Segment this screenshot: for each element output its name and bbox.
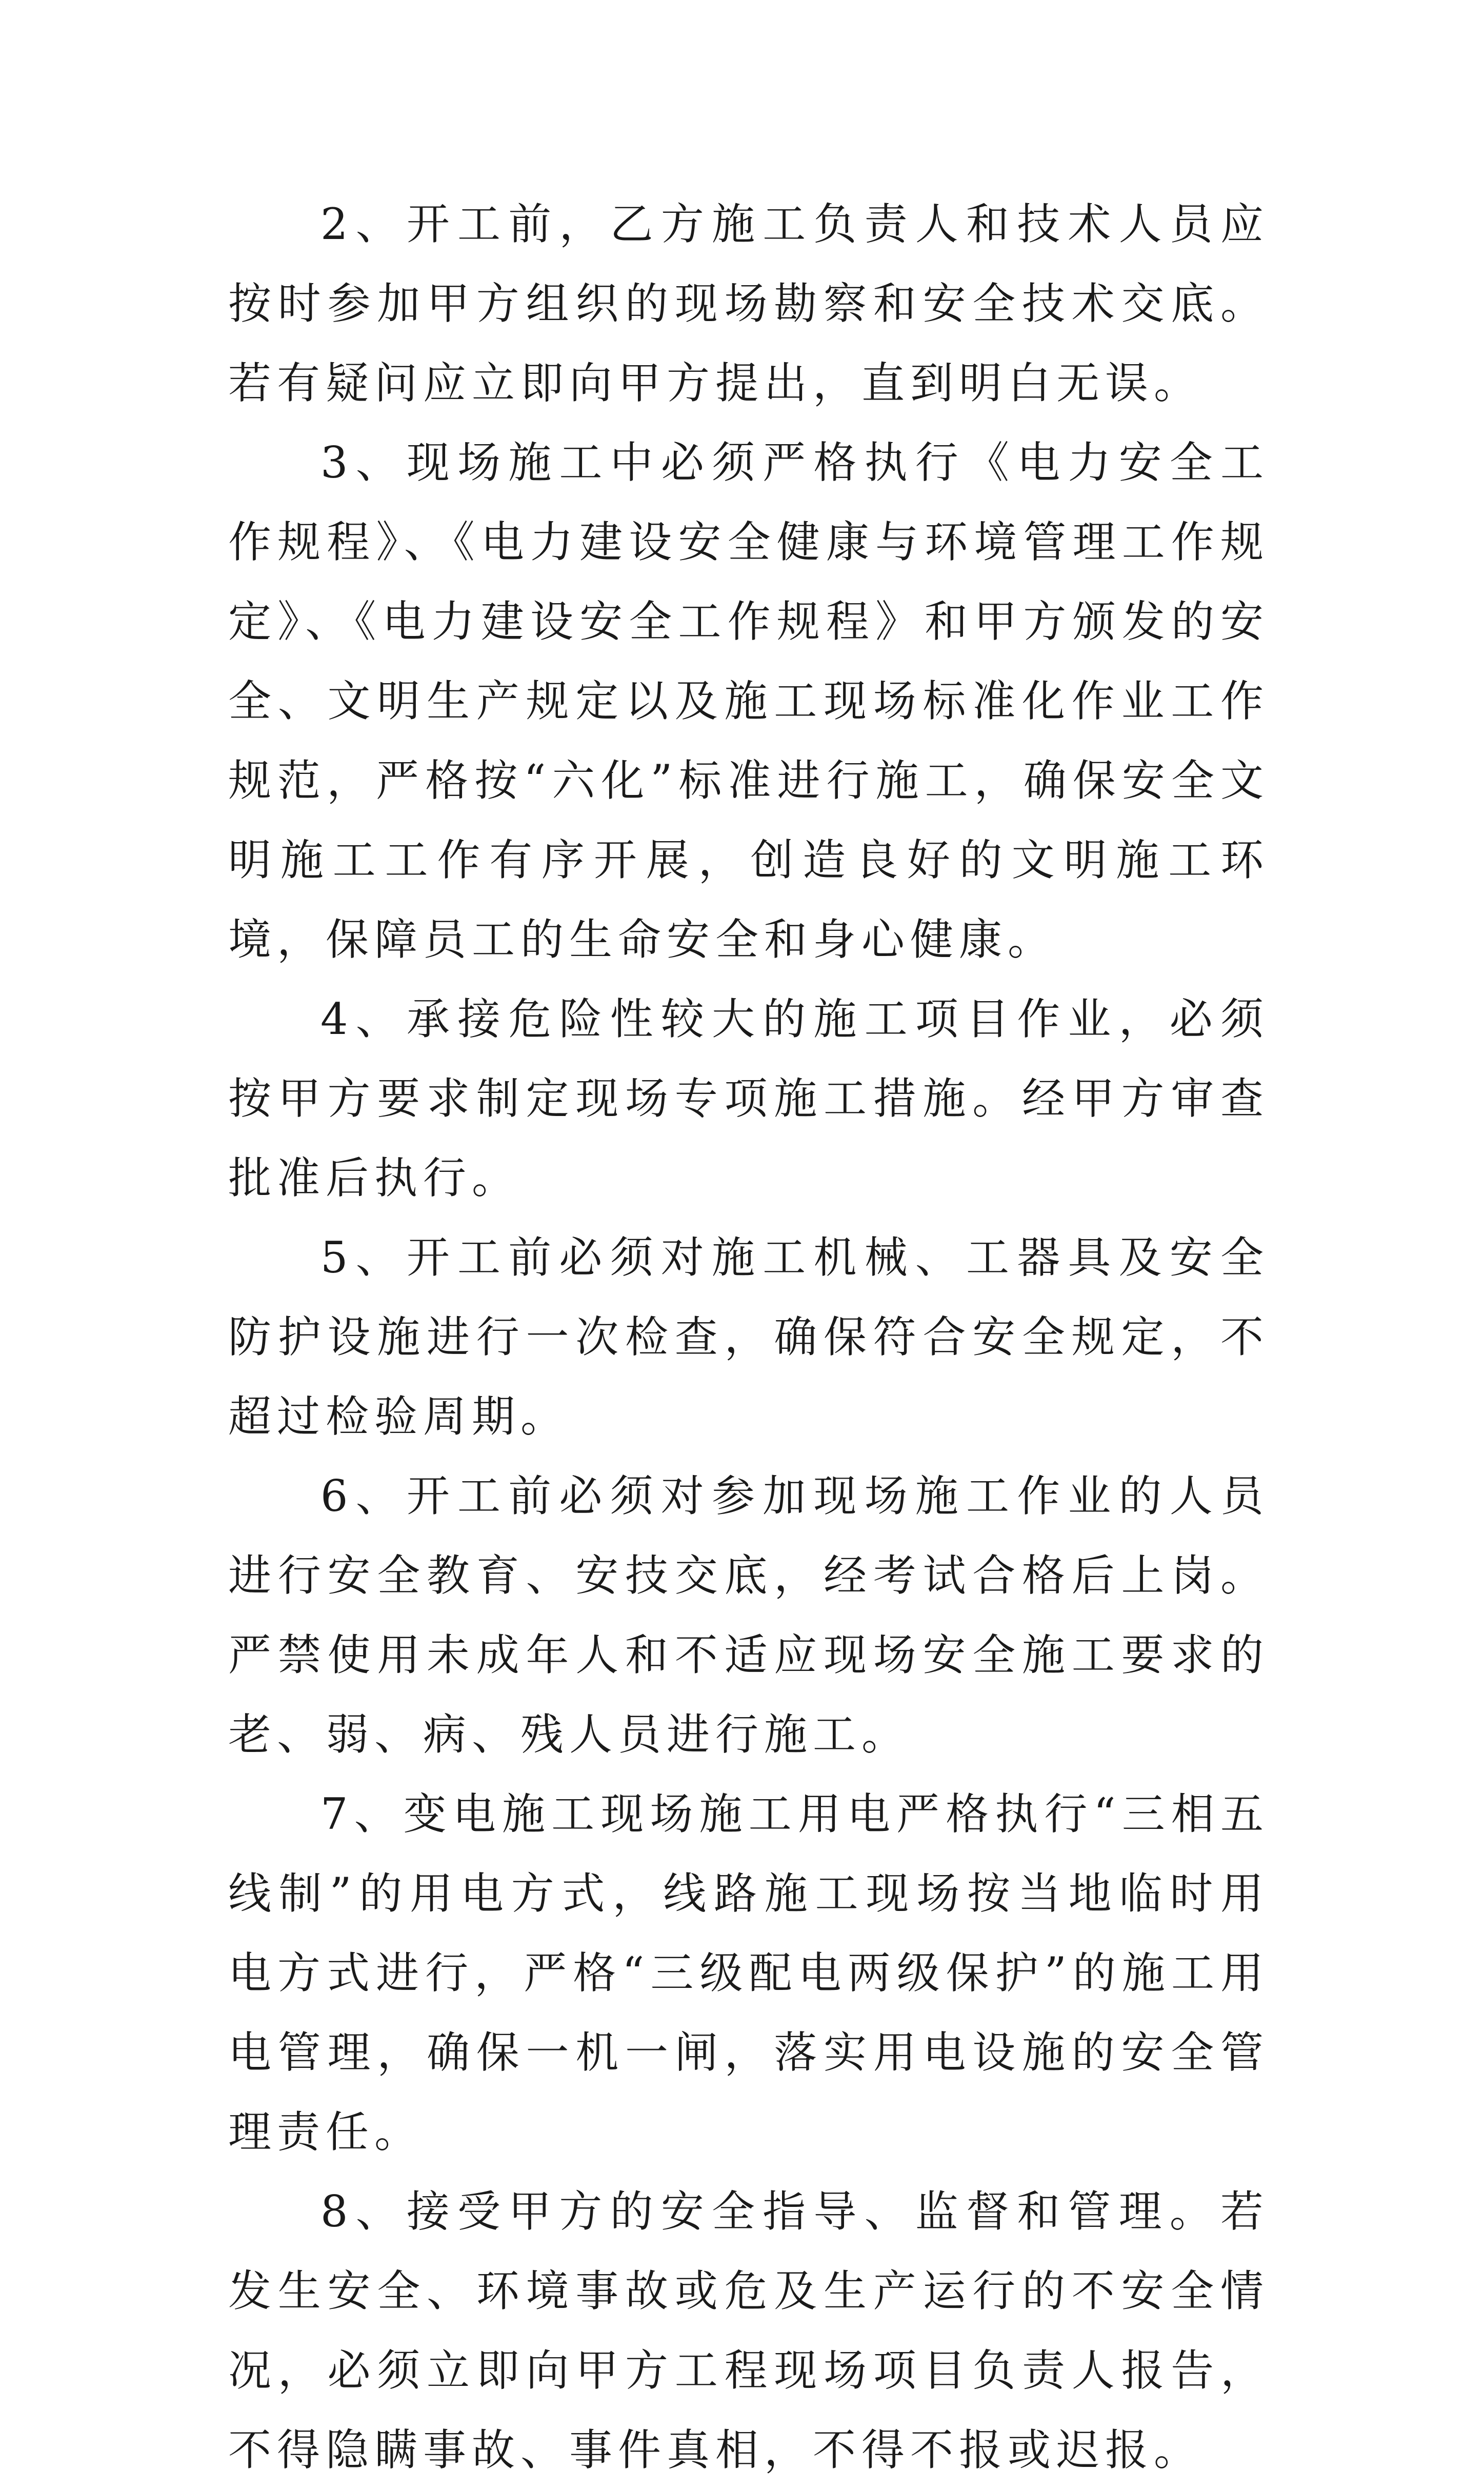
paragraph-item-3: 3、现场施工中必须严格执行《电力安全工作规程》、《电力建设安全健康与环境管理工作规定》、《电力建设安全工作规程》和甲方颁发的安全、文明生产规定以及施工现场标准化作业工作规范，严格按“六化”标准进行施工，确保安全文明施工工作有序开展，创造良好的文明施工环境，保障员工的生命安全和身心健康。	[228, 437, 1269, 965]
paragraph-item-8: 8、接受甲方的安全指导、监督和管理。若发生安全、环境事故或危及生产运行的不安全情况，必须立即向甲方工程现场项目负责人报告，不得隐瞒事故、事件真相，不得不报或迟报。	[228, 2186, 1269, 2475]
paragraph-item-7: 7、变电施工现场施工用电严格执行“三相五线制”的用电方式，线路施工现场按当地临时用电方式进行，严格“三级配电两级保护”的施工用电管理，确保一机一闸，落实用电设施的安全管理责任。	[228, 1789, 1269, 2157]
paragraph-item-2: 2、开工前，乙方施工负责人和技术人员应按时参加甲方组织的现场勘察和安全技术交底。若有疑问应立即向甲方提出，直到明白无误。	[228, 199, 1269, 408]
document-body	[228, 185, 1269, 2490]
paragraph-item-5: 5、开工前必须对施工机械、工器具及安全防护设施进行一次检查，确保符合安全规定，不超过检验周期。	[228, 1232, 1269, 1442]
paragraph-item-4: 4、承接危险性较大的施工项目作业，必须按甲方要求制定现场专项施工措施。经甲方审查批准后执行。	[228, 994, 1269, 1203]
paragraph-item-6: 6、开工前必须对参加现场施工作业的人员进行安全教育、安技交底，经考试合格后上岗。严禁使用未成年人和不适应现场安全施工要求的老、弱、病、残人员进行施工。	[228, 1471, 1269, 1760]
